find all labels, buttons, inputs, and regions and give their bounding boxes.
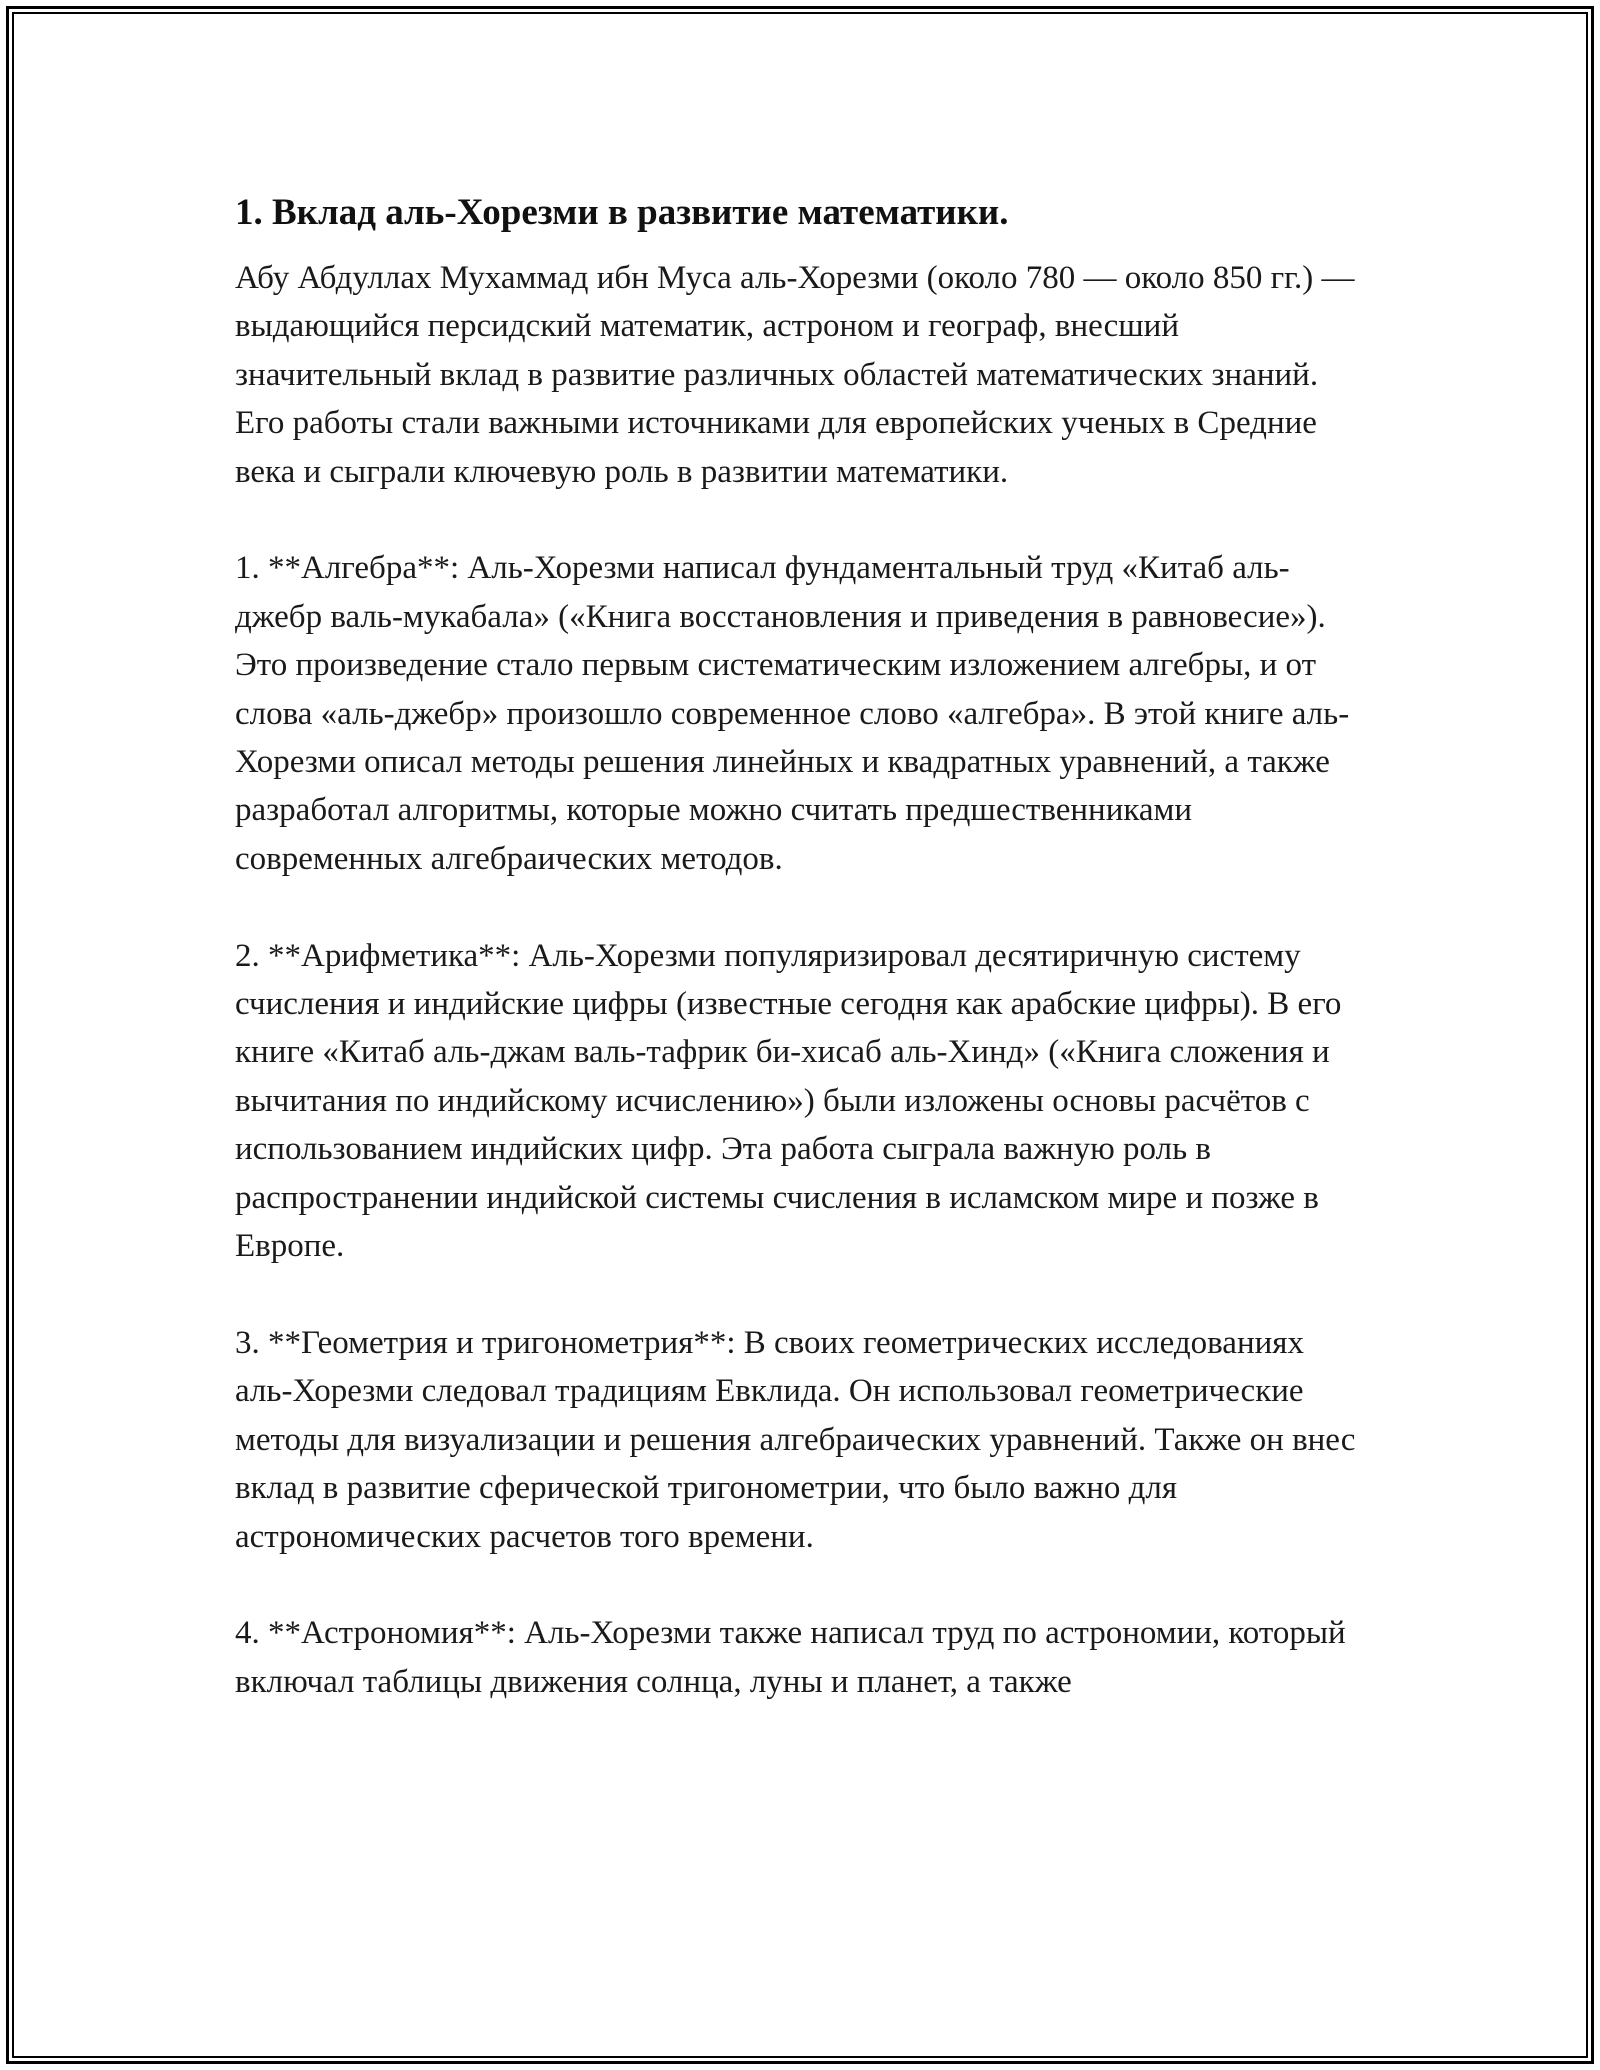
document-title: 1. Вклад аль-Хорезми в развитие математики. [235,192,1009,233]
paragraph-astronomy: 4. **Астрономия**: Аль-Хорезми также написал труд по астрономии, который включал таблицы движения солнца, луны и планет, а также [235,1615,1346,1700]
paragraph-geometry: 3. **Геометрия и тригонометрия**: В своих геометрических исследованиях аль-Хорезми следовал традициям Евклида. Он использовал геометрические методы для визуализации и решения алгебраических уравнений. Также он внес вклад в развитие сферической тригонометрии, что было важно для астрономических расчетов того времени. [235,1324,1356,1555]
document-body [235,188,1365,1755]
paragraph-algebra: 1. **Алгебра**: Аль-Хорезми написал фундаментальный труд «Китаб аль-джебр валь-мукабала» («Книга восстановления и приведения в равновесие»). Это произведение стало первым систематическим изложением алгебры, и от слова «аль-джебр» произошло современное слово «алгебра». В этой книге аль-Хорезми описал методы решения линейных и квадратных уравнений, а также разработал алгоритмы, которые можно считать предшественниками современных алгебраических методов. [235,550,1350,877]
paragraph-arithmetic: 2. **Арифметика**: Аль-Хорезми популяризировал десятиричную систему счисления и индийские цифры (известные сегодня как арабские цифры). В его книге «Китаб аль-джам валь-тафрик би-хисаб аль-Хинд» («Книга сложения и вычитания по индийскому исчислению») были изложены основы расчётов с использованием индийских цифр. Эта работа сыграла важную роль в распространении индийской системы счисления в исламском мире и позже в Европе. [235,937,1342,1265]
paragraph-intro: Абу Абдуллах Мухаммад ибн Муса аль-Хорезми (около 780 — около 850 гг.) — выдающийся персидский математик, астроном и географ, внесший значительный вклад в развитие различных областей математических знаний. Его работы стали важными источниками для европейских ученых в Средние века и сыграли ключевую роль в развитии математики. [235,260,1355,490]
